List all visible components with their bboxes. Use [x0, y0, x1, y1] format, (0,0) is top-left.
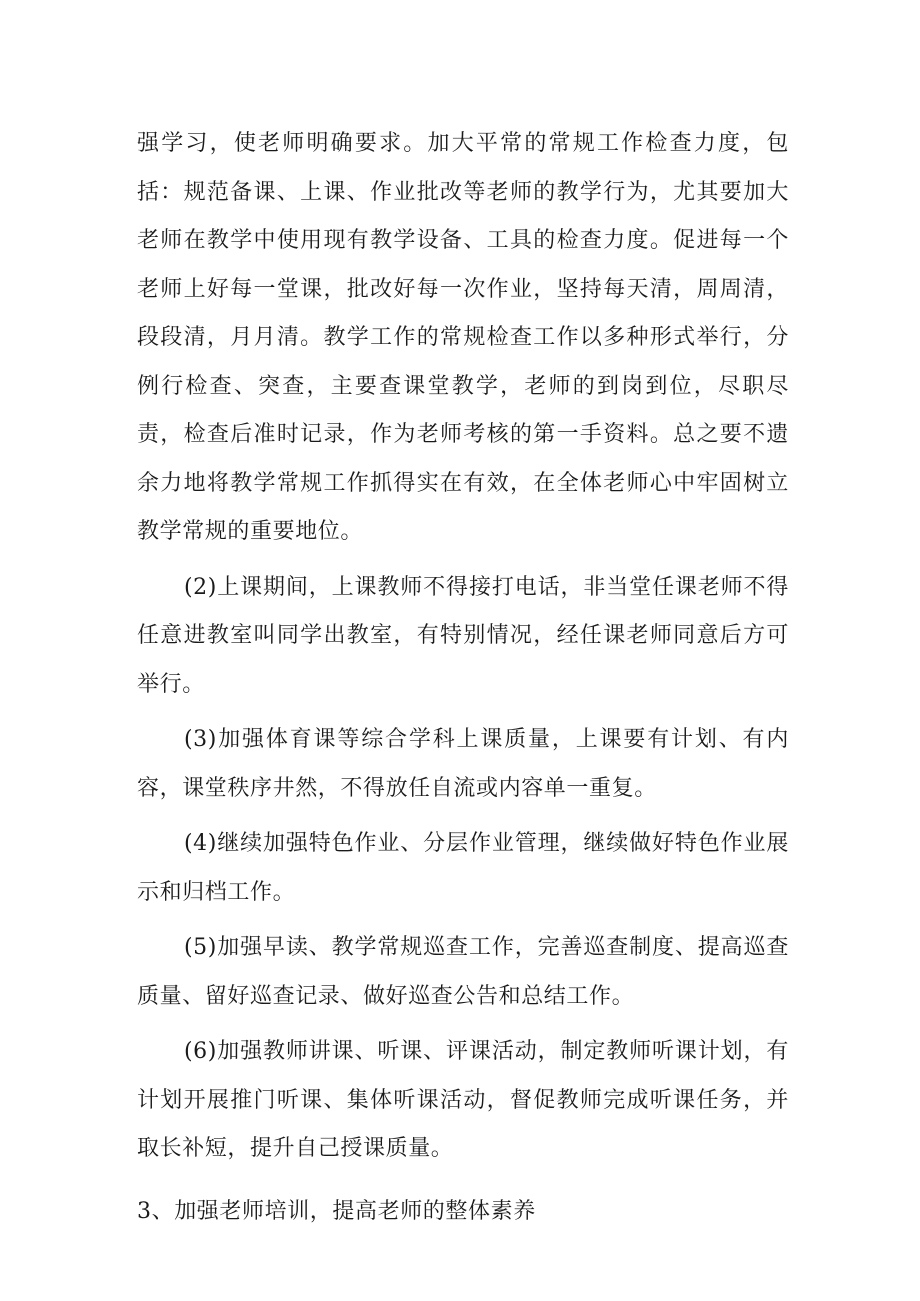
section-heading-teacher-training: 3、加强老师培训，提高老师的整体素养 [137, 1198, 536, 1224]
paragraph-item-4-homework-management: (4)继续加强特色作业、分层作业管理，继续做好特色作业展示和归档工作。 [137, 831, 789, 905]
paragraph-item-2-class-phone-rule: (2)上课期间，上课教师不得接打电话，非当堂任课老师不得任意进教室叫同学出教室，有特别情况，经任课老师同意后方可举行。 [137, 574, 789, 697]
paragraph-item-6-lesson-observation: (6)加强教师讲课、听课、评课活动，制定教师听课计划，有计划开展推门听课、集体听课活动，督促教师完成听课任务，并取长补短，提升自己授课质量。 [137, 1039, 789, 1161]
document-body [137, 120, 789, 1236]
paragraph-teaching-routine-inspection: 强学习，使老师明确要求。加大平常的常规工作检查力度，包括：规范备课、上课、作业批改等老师的教学行为，尤其要加大老师在教学中使用现有教学设备、工具的检查力度。促进每一个老师上好每一堂课，批改好每一次作业，坚持每天清，周周清，段段清，月月清。教学工作的常规检查工作以多种形式举行，分例行检查、突查，主要查课堂教学，老师的到岗到位，尽职尽责，检查后准时记录，作为老师考核的第一手资料。总之要不遗余力地将教学常规工作抓得实在有效，在全体老师心中牢固树立教学常规的重要地位。 [137, 131, 789, 544]
paragraph-item-5-patrol-inspection: (5)加强早读、教学常规巡查工作，完善巡查制度、提高巡查质量、留好巡查记录、做好巡查公告和总结工作。 [137, 935, 789, 1009]
paragraph-item-3-pe-class-quality: (3)加强体育课等综合学科上课质量，上课要有计划、有内容，课堂秩序井然，不得放任自流或内容单一重复。 [137, 727, 789, 801]
